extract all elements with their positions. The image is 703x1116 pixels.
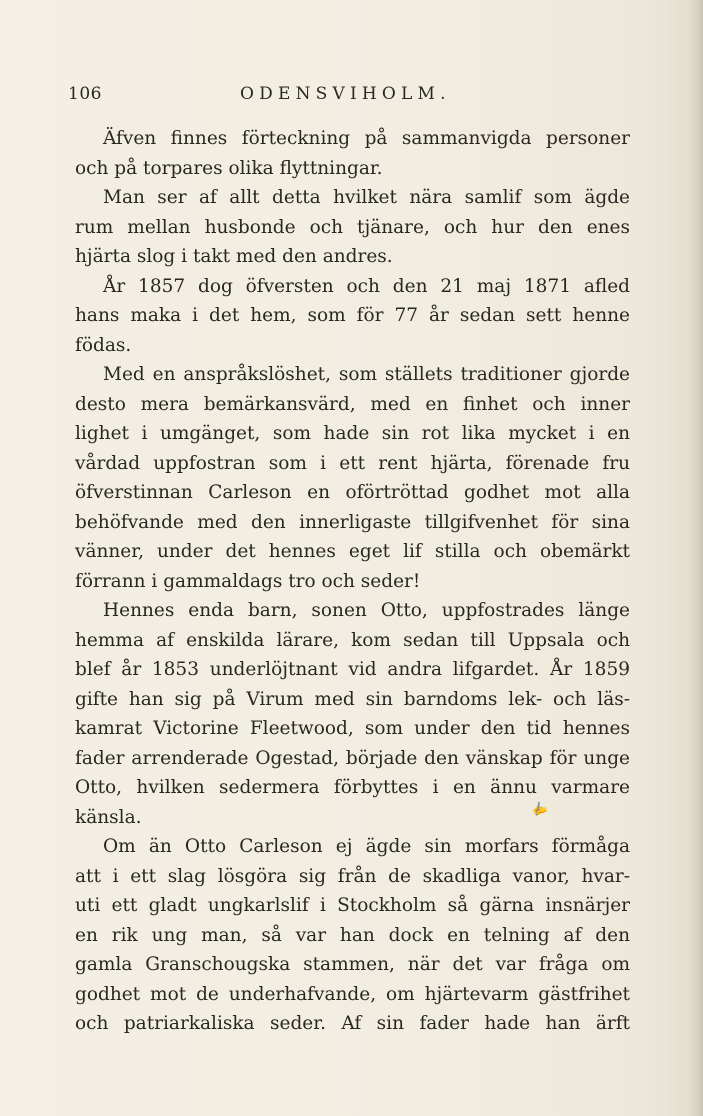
text-line: en rik ung man, så var han dock en telning af den [75,924,630,946]
text-line: vänner, under det hennes eget lif stilla och obemärkt [75,541,630,562]
margin-pencil-mark: ✍ [529,799,550,819]
page-edge-shadow [689,0,703,1116]
text-line: hemma af enskilda lärare, kom sedan till Uppsala och [75,629,630,651]
text-line: gamla Granschougska stammen, när det var fråga om [75,954,630,975]
text-line: behöfvande med den innerligaste tillgifvenhet för sina [75,511,630,533]
page-number: 106 [68,84,102,104]
text-line: År 1857 dog öfversten och den 21 maj 1871 afled [103,275,630,297]
text-line: lighet i umgänget, som hade sin rot lika mycket i en [75,423,630,444]
text-line: kamrat Victorine Fleetwood, som under den tid hennes [75,718,630,739]
body-text [75,124,630,1039]
text-line: förrann i gammaldags tro och seder! [75,570,421,592]
text-line: fader arrenderade Ogestad, började den vänskap för unge [75,747,630,769]
text-line: Otto, hvilken sedermera förbyttes i en ännu varmare [75,777,630,798]
text-line: och på torpares olika flyttningar. [75,157,383,179]
text-line: desto mera bemärkansvärd, med en finhet och inner [75,393,630,415]
text-line: Hennes enda barn, sonen Otto, uppfostrades länge [103,600,630,621]
text-line: rum mellan husbonde och tjänare, och hur den enes [75,216,630,238]
text-line: vårdad uppfostran som i ett rent hjärta, förenade fru [75,452,630,474]
text-line: blef år 1853 underlöjtnant vid andra lifgardet. År 1859 [75,659,630,680]
text-line: känsla. [75,806,142,828]
text-line: hjärta slog i takt med den andres. [75,246,393,267]
text-line: godhet mot de underhafvande, om hjärtevarm gästfrihet [75,983,630,1005]
text-line: Man ser af allt detta hvilket nära samlif som ägde [103,187,630,208]
text-line: öfverstinnan Carleson en oförtröttad godhet mot alla [75,482,630,503]
text-line: födas. [75,334,132,356]
text-line: och patriarkaliska seder. Af sin fader hade han ärft [75,1013,630,1034]
text-line: Med en anspråkslöshet, som ställets traditioner gjorde [103,364,630,385]
text-line: uti ett gladt ungkarlslif i Stockholm så gärna insnärjer [75,895,630,916]
text-line: gifte han sig på Virum med sin barndoms lek- och läs- [75,688,630,710]
running-title: ODENSVIHOLM. [240,84,451,104]
page-header [68,80,634,108]
text-line: hans maka i det hem, som för 77 år sedan sett henne [75,305,630,326]
text-line: Om än Otto Carleson ej ägde sin morfars förmåga [103,836,630,857]
text-line: att i ett slag lösgöra sig från de skadliga vanor, hvar- [75,865,630,887]
text-line: Äfven finnes förteckning på sammanvigda personer [103,128,630,149]
